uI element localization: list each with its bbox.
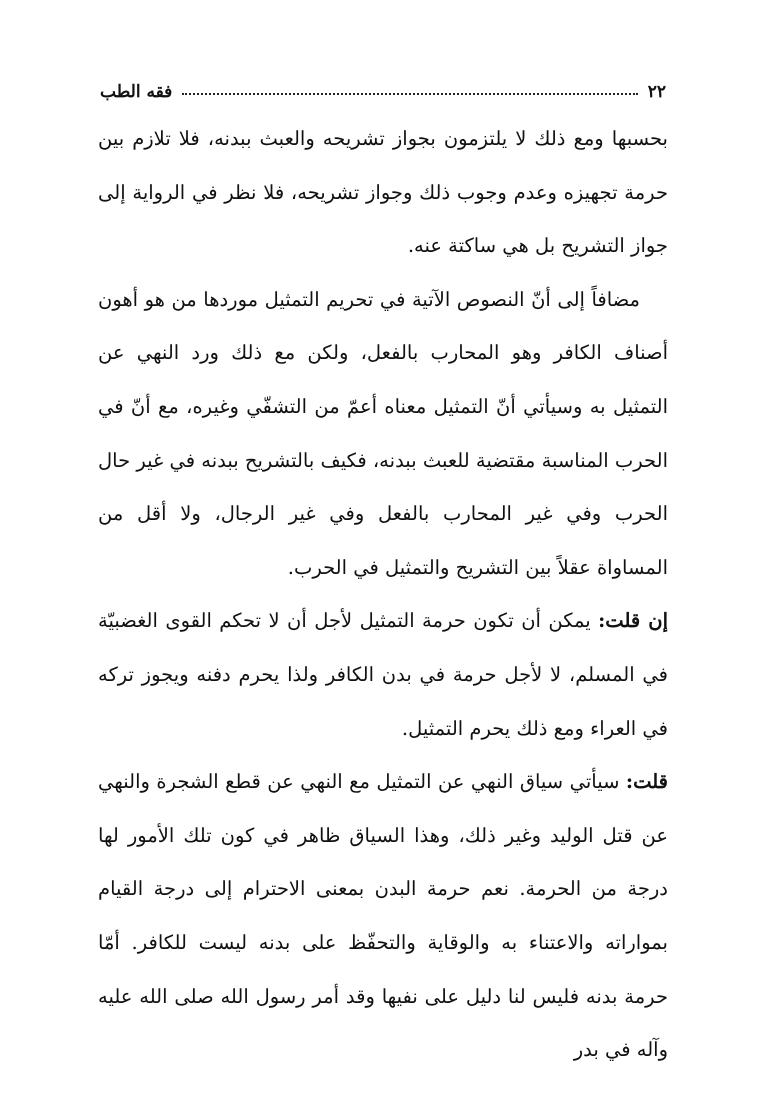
body-text xyxy=(98,112,668,1077)
paragraph-text: مضافاً إلى أنّ النصوص الآتية في تحريم التمثيل موردها من هو أهون أصناف الكافر وهو المحارب بالفعل، ولكن مع ذلك ورد النهي عن التمثيل به وسيأتي أنّ التمثيل معناه أعمّ من التشفّي وغيره، مع أنّ في الحرب المناسبة مقتضية للعبث ببدنه، فكيف بالتشريح ببدنه في غير حال الحرب وفي غير المحارب بالفعل وفي غير الرجال، ولا أقل من المساواة عقلاً بين التشريح والتمثيل في الحرب. xyxy=(98,287,668,579)
paragraph-lead: قلت: xyxy=(625,770,668,794)
header-dot-leader xyxy=(182,92,637,95)
paragraph-lead: إن قلت: xyxy=(598,609,668,633)
running-title: فقه الطب xyxy=(100,82,173,102)
paragraph-continuation xyxy=(98,112,668,273)
page-number: ٢٢ xyxy=(647,82,666,102)
paragraph-text: يمكن أن تكون حرمة التمثيل لأجل أن لا تحكم القوى الغضبيّة في المسلم، لا لأجل حرمة في بدن الكافر ولذا يحرم دفنه ويجوز تركه في العراء ومع ذلك يحرم التمثيل. xyxy=(98,609,668,740)
paragraph-text: سيأتي سياق النهي عن التمثيل مع النهي عن قطع الشجرة والنهي عن قتل الوليد وغير ذلك، وهذا السياق ظاهر في كون تلك الأمور لها درجة من الحرمة. نعم حرمة البدن بمعنى الاحترام إلى درجة القيام بمواراته والاعتناء به والوقاية والتحفّظ على بدنه ليست للكافر. أمّا حرمة بدنه فليس لنا دليل على نفيها وقد أمر رسول الله صلى الله عليه وآله في بدر xyxy=(98,770,668,1062)
page-header xyxy=(100,72,666,102)
paragraph xyxy=(98,273,668,595)
paragraph-reply xyxy=(98,755,668,1077)
paragraph-text: بحسبها ومع ذلك لا يلتزمون بجواز تشريحه والعبث ببدنه، فلا تلازم بين حرمة تجهيزه وعدم وجوب ذلك وجواز تشريحه، فلا نظر في الرواية إلى جواز التشريح بل هي ساكتة عنه. xyxy=(98,127,668,258)
paragraph-objection xyxy=(98,594,668,755)
